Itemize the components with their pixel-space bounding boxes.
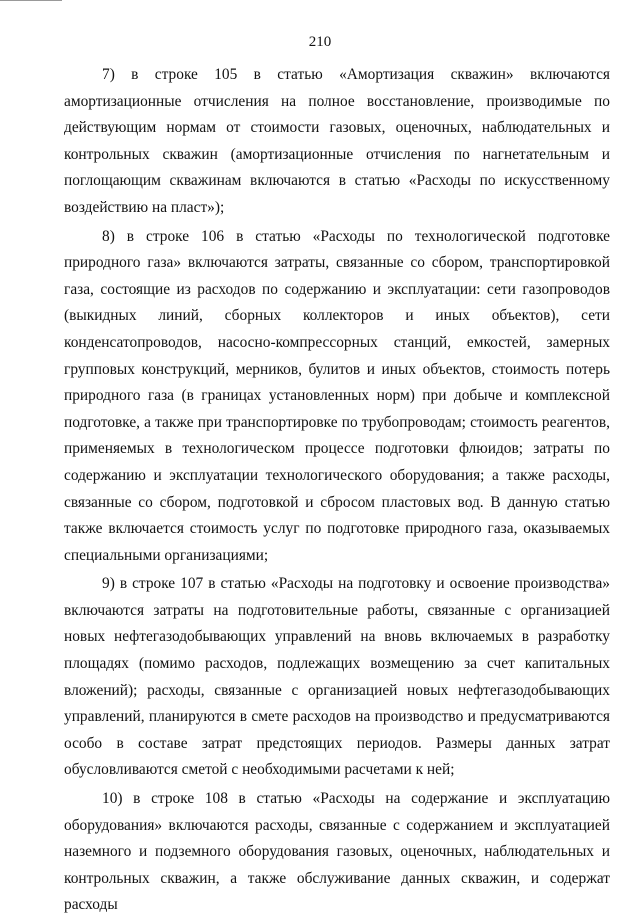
document-body — [64, 62, 610, 921]
paragraph-item-9: 9) в строке 107 в статью «Расходы на подготовку и освоение производства» включаются затраты на подготовительные работы, связанные с организацией новых нефтегазодобывающих управлений на вновь включаемых в разработку площадях (помимо расходов, подлежащих возмещению за счет капитальных вложений); расходы, связанные с организацией новых нефтегазодобывающих управлений, планируются в смете расходов на производство и предусматриваются особо в составе затрат предстоящих периодов. Размеры данных затрат обусловливаются сметой с необходимыми расчетами к ней; — [64, 575, 610, 779]
scan-edge-mark — [0, 0, 62, 4]
paragraph-item-8: 8) в строке 106 в статью «Расходы по технологической подготовке природного газа» включаются затраты, связанные со сбором, транспортировкой газа, состоящие из расходов по содержанию и эксплуатации: сети газопроводов (выкидных линий, сборных коллекторов и иных объектов), сети конденсатопроводов, насосно-компрессорных станций, емкостей, замерных групповых конструкций, мерников, булитов и иных объектов, стоимость потерь природного газа (в границах установленных норм) при добыче и комплексной подготовке, а также при транспортировке по трубопроводам; стоимость реагентов, применяемых в технологическом процессе подготовки флюидов; затраты по содержанию и эксплуатации технологического оборудования; а также расходы, связанные со сбором, подготовкой и сбросом пластовых вод. В данную статью также включается стоимость услуг по подготовке природного газа, оказываемых специальными организациями; — [64, 227, 610, 564]
paragraph-item-10: 10) в строке 108 в статью «Расходы на содержание и эксплуатацию оборудования» включаются расходы, связанные с содержанием и эксплуатацией наземного и подземного оборудования газовых, оценочных, наблюдательных и контрольных скважин, а также обслуживание данных скважин, и содержат расходы — [64, 790, 610, 914]
page-number: 210 — [308, 34, 332, 50]
paragraph-item-7: 7) в строке 105 в статью «Амортизация скважин» включаются амортизационные отчисления на полное восстановление, производимые по действующим нормам от стоимости газовых, оценочных, наблюдательных и контрольных скважин (амортизационные отчисления по нагнетательным и поглощающим скважинам включаются в статью «Расходы по искусственному воздействию на пласт»); — [64, 66, 610, 216]
